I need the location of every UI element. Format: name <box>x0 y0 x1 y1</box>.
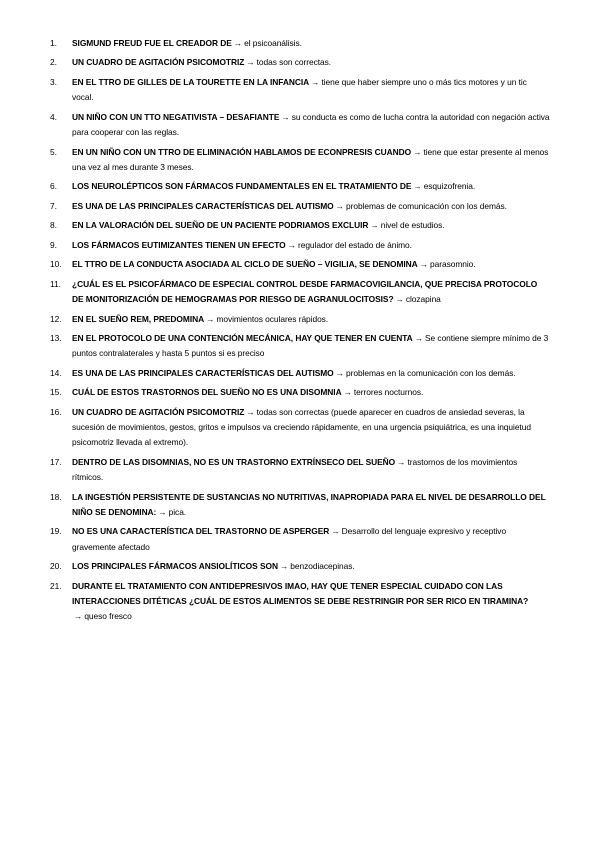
answer-text: todas son correctas. <box>256 57 332 68</box>
question-text: DURANTE EL TRATAMIENTO CON ANTIDEPRESIVOS IMAO, HAY QUE TENER ESPECIAL CUIDADO CON LAS INTERACCIONES DITÉTICAS ¿CUÁL DE ESTOS ALIMENTOS SE DEBE RESTRINGIR POR SER RICO EN TIRAMINA? <box>72 580 529 606</box>
list-item <box>50 145 550 176</box>
answer-text: tiene que estar presente al menos una vez al mes durante 3 meses. <box>72 146 549 172</box>
question-text: LOS FÁRMACOS EUTIMIZANTES TIENEN UN EFECTO <box>72 239 286 250</box>
list-item <box>50 385 550 400</box>
answer-text: su conducta es como de lucha contra la autoridad con negación activa para cooperar con las reglas. <box>72 111 550 138</box>
question-text: UN NIÑO CON UN TTO NEGATIVISTA – DESAFIANTE <box>72 111 280 122</box>
answer-text: Desarrollo del lenguaje expresivo y receptivo gravemente afectado <box>72 526 507 552</box>
item-number: 4. <box>50 111 57 122</box>
answer-text: el psicoanálisis. <box>244 38 302 48</box>
answer-text: tiene que haber siempre uno o más tics motores y un tic vocal. <box>72 76 527 103</box>
list-item <box>50 455 550 486</box>
item-number: 1. <box>50 38 57 48</box>
arrow-right-icon: → <box>335 200 344 211</box>
list-item <box>50 55 550 70</box>
arrow-right-icon: → <box>311 76 320 87</box>
question-text: EN UN NIÑO CON UN TTRO DE ELIMINACIÓN HABLAMOS DE ECONPRESIS CUANDO <box>72 146 412 157</box>
answer-text: regulador del estado de ánimo. <box>297 239 412 250</box>
question-text: LA INGESTIÓN PERSISTENTE DE SUSTANCIAS NO NUTRITIVAS, INAPROPIADA PARA EL NIVEL DE DESARROLLO DEL NIÑO SE DENOMINA: <box>72 491 546 517</box>
question-text: LOS PRINCIPALES FÁRMACOS ANSIOLÍTICOS SON <box>72 561 278 572</box>
list-item <box>50 179 550 194</box>
answer-text: parasomnio. <box>430 259 476 270</box>
arrow-right-icon: → <box>279 561 289 572</box>
item-number: 11. <box>50 278 61 289</box>
answer-text: trastornos de los movimientos rítmicos. <box>72 456 518 483</box>
item-number: 13. <box>50 333 62 343</box>
item-number: 15. <box>50 387 62 398</box>
list-item <box>50 331 550 362</box>
arrow-right-icon: → <box>233 38 243 48</box>
list-item <box>50 257 550 272</box>
arrow-right-icon: → <box>335 367 344 378</box>
list-item <box>50 312 550 327</box>
answer-text: Se contiene siempre mínimo de 3 puntos contralaterales y hasta 5 puntos si es preciso <box>72 333 549 359</box>
question-text: ES UNA DE LAS PRINCIPALES CARACTERÍSTICAS DEL AUTISMO <box>72 367 334 378</box>
answer-text: clozapina <box>405 294 441 305</box>
answer-text: problemas en la comunicación con los demás. <box>345 367 516 378</box>
item-number: 21. <box>50 580 62 591</box>
answer-text: esquizofrenia. <box>423 181 476 192</box>
question-text: CUÁL DE ESTOS TRASTORNOS DEL SUEÑO NO ES UNA DISOMNIA <box>72 387 342 398</box>
arrow-right-icon: → <box>158 506 167 517</box>
arrow-right-icon: → <box>206 313 215 324</box>
arrow-right-icon: → <box>370 220 379 231</box>
item-number: 16. <box>50 406 62 417</box>
item-number: 17. <box>50 456 62 467</box>
question-text: EL TTRO DE LA CONDUCTA ASOCIADA AL CICLO DE SUEÑO – VIGILIA, SE DENOMINA <box>72 259 418 270</box>
question-text: DENTRO DE LAS DISOMNIAS, NO ES UN TRASTORNO EXTRÍNSECO DEL SUEÑO <box>72 456 396 467</box>
list-item <box>50 199 550 214</box>
arrow-right-icon: → <box>287 239 296 250</box>
question-text: UN CUADRO DE AGITACIÓN PSICOMOTRIZ <box>72 57 245 68</box>
arrow-right-icon: → <box>413 146 422 157</box>
item-number: 10. <box>50 259 62 270</box>
item-number: 20. <box>50 561 62 572</box>
item-number: 6. <box>50 181 57 192</box>
list-item <box>50 110 550 141</box>
question-text: ¿CUÁL ES EL PSICOFÁRMACO DE ESPECIAL CONTROL DESDE FARMACOVIGILANCIA, QUE PRECISA PROTOCOLO DE MONITORIZACIÓN DE HEMOGRAMAS POR RIESGO DE AGRANULOCITOSIS? <box>72 278 538 305</box>
item-number: 7. <box>50 200 57 211</box>
arrow-right-icon: → <box>343 387 352 398</box>
answer-text: benzodiacepinas. <box>290 561 355 572</box>
question-text: SIGMUND FREUD FUE EL CREADOR DE <box>72 38 232 48</box>
answer-text: movimientos oculares rápidos. <box>216 313 329 324</box>
item-number: 14. <box>50 367 62 378</box>
item-number: 12. <box>50 313 62 324</box>
answer-text: nivel de estudios. <box>380 220 445 231</box>
answer-text: pica. <box>168 506 187 517</box>
answer-text: queso fresco <box>84 611 132 622</box>
arrow-right-icon: → <box>413 181 422 192</box>
list-item <box>50 366 550 381</box>
question-text: EN EL TTRO DE GILLES DE LA TOURETTE EN LA INFANCIA <box>72 76 310 87</box>
item-number: 5. <box>50 146 57 157</box>
question-text: LOS NEUROLÉPTICOS SON FÁRMACOS FUNDAMENTALES EN EL TRATAMIENTO DE <box>72 181 412 192</box>
item-number: 19. <box>50 526 62 537</box>
item-number: 8. <box>50 220 57 231</box>
item-number: 2. <box>50 57 57 68</box>
arrow-right-icon: → <box>419 259 429 270</box>
arrow-right-icon: → <box>74 611 83 622</box>
list-item <box>50 36 550 51</box>
question-text: ES UNA DE LAS PRINCIPALES CARACTERÍSTICAS DEL AUTISMO <box>72 200 334 211</box>
arrow-right-icon: → <box>281 111 290 122</box>
arrow-right-icon: → <box>395 294 404 305</box>
arrow-right-icon: → <box>246 406 255 417</box>
answer-text: todas son correctas (puede aparecer en cuadros de ansiedad severas, la sucesión de movimientos, gestos, gritos e impulsos va creciendo rápidamente, en una urgencia psiquiátrica, es una inquietud psicomotriz llevada al extremo). <box>72 406 531 448</box>
list-item <box>50 277 550 308</box>
arrow-right-icon: → <box>397 456 406 467</box>
item-number: 3. <box>50 76 57 87</box>
list-item <box>50 75 550 106</box>
list-item <box>50 218 550 233</box>
question-text: NO ES UNA CARACTERÍSTICA DEL TRASTORNO DE ASPERGER <box>72 526 330 537</box>
list-item <box>50 405 550 451</box>
arrow-right-icon: → <box>331 526 340 537</box>
item-number: 18. <box>50 491 62 502</box>
question-text: EN EL PROTOCOLO DE UNA CONTENCIÓN MECÁNICA, HAY QUE TENER EN CUENTA <box>72 333 413 343</box>
answer-text: terrores nocturnos. <box>353 387 424 398</box>
list-item <box>50 579 550 625</box>
list-item <box>50 559 550 574</box>
question-text: EN LA VALORACIÓN DEL SUEÑO DE UN PACIENTE PODRIAMOS EXCLUIR <box>72 220 369 231</box>
item-number: 9. <box>50 239 57 250</box>
list-item <box>50 490 550 521</box>
question-text: EN EL SUEÑO REM, PREDOMINA <box>72 313 205 324</box>
question-answer-list <box>50 36 550 629</box>
list-item <box>50 524 550 555</box>
list-item <box>50 238 550 253</box>
question-text: UN CUADRO DE AGITACIÓN PSICOMOTRIZ <box>72 406 245 417</box>
arrow-right-icon: → <box>414 333 424 343</box>
arrow-right-icon: → <box>246 57 255 68</box>
answer-text: problemas de comunicación con los demás. <box>345 200 507 211</box>
